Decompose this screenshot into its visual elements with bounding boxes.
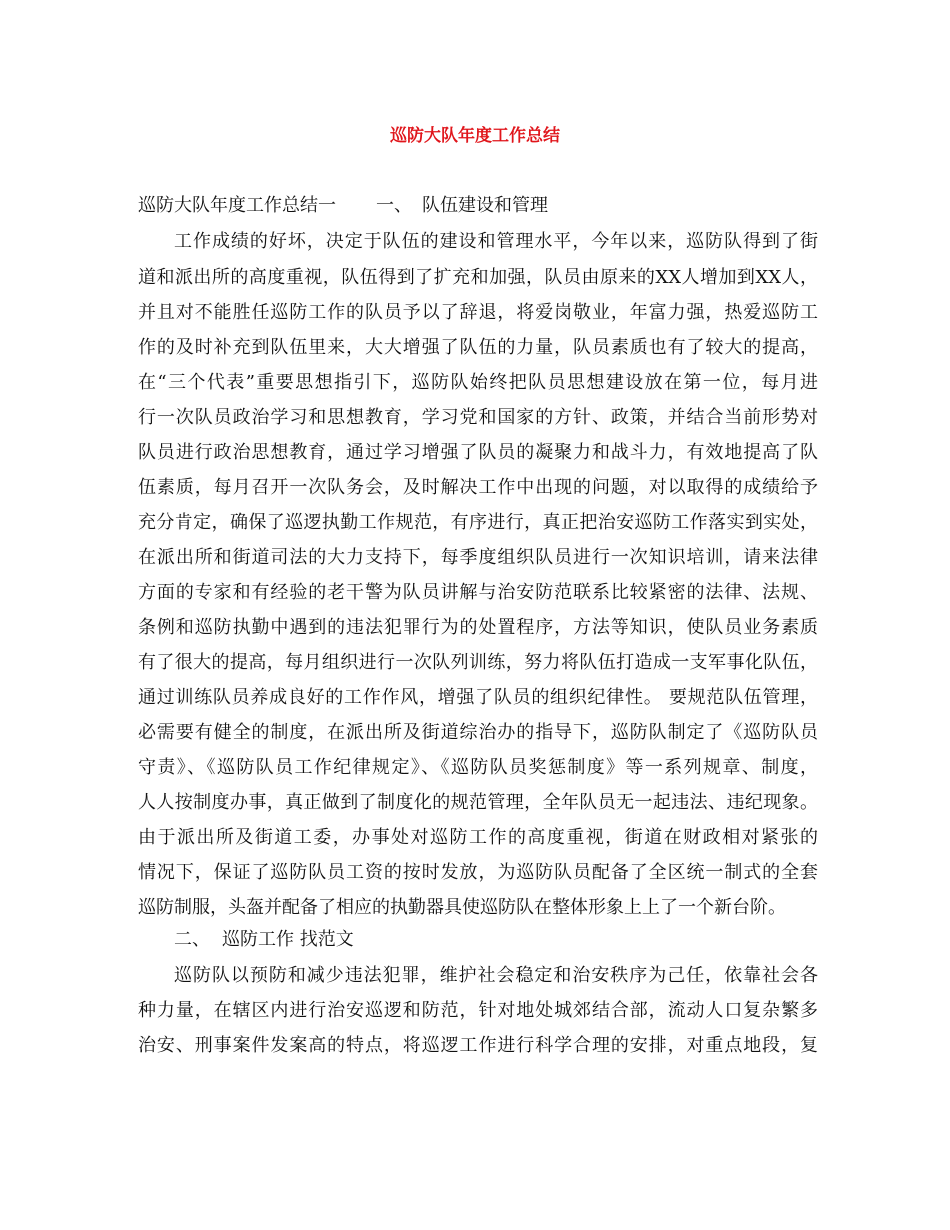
paragraph-line: 由于派出所及街道工委，办事处对巡防工作的高度重视，街道在财政相对紧张的 — [138, 827, 818, 848]
section-number-1: 一、 — [376, 195, 412, 216]
paragraph-line: 有了很大的提高，每月组织进行一次队列训练，努力将队伍打造成一支军事化队伍， — [138, 652, 818, 673]
paragraph-line: 充分肯定，确保了巡逻执勤工作规范，有序进行，真正把治安巡防工作落实到实处， — [138, 512, 818, 533]
paragraph-line: 行一次队员政治学习和思想教育，学习党和国家的方针、政策，并结合当前形势对 — [138, 407, 818, 428]
paragraph-line: 道和派出所的高度重视，队伍得到了扩充和加强，队员由原来的XX人增加到XX人， — [138, 267, 818, 288]
document-title: 巡防大队年度工作总结 — [390, 126, 560, 146]
paragraph-line: 在“三个代表”重要思想指引下，巡防队始终把队员思想建设放在第一位，每月进 — [138, 372, 818, 393]
paragraph-line: 队员进行政治思想教育，通过学习增强了队员的凝聚力和战斗力，有效地提高了队 — [138, 442, 818, 463]
paragraph-line: 人人按制度办事，真正做到了制度化的规范管理，全年队员无一起违法、违纪现象。 — [138, 792, 818, 813]
paragraph-line: 通过训练队员养成良好的工作作风，增强了队员的组织纪律性。 要规范队伍管理， — [138, 687, 818, 708]
paragraph-line: 并且对不能胜任巡防工作的队员予以了辞退，将爱岗敬业，年富力强，热爱巡防工 — [138, 302, 818, 323]
paragraph-line: 方面的专家和有经验的老干警为队员讲解与治安防范联系比较紧密的法律、法规、 — [138, 582, 818, 603]
paragraph-line: 条例和巡防执勤中遇到的违法犯罪行为的处置程序，方法等知识，使队员业务素质 — [138, 617, 818, 638]
paragraph-line: 工作成绩的好坏，决定于队伍的建设和管理水平，今年以来，巡防队得到了街 — [174, 231, 818, 252]
paragraph-line: 巡防队以预防和减少违法犯罪，维护社会稳定和治安秩序为己任，依靠社会各 — [174, 965, 818, 986]
paragraph-line: 巡防制服，头盔并配备了相应的执勤器具使巡防队在整体形象上上了一个新台阶。 — [138, 897, 786, 918]
section-heading-1 — [138, 194, 818, 218]
paragraph-line: 种力量，在辖区内进行治安巡逻和防范，针对地处城郊结合部，流动人口复杂繁多 — [138, 1000, 818, 1021]
document-label: 巡防大队年度工作总结一 — [138, 195, 336, 216]
paragraph-line: 守责》、《巡防队员工作纪律规定》、《巡防队员奖惩制度》等一系列规章、制度， — [138, 757, 818, 778]
section-title-1: 队伍建设和管理 — [422, 195, 548, 216]
paragraph-line: 情况下，保证了巡防队员工资的按时发放，为巡防队员配备了全区统一制式的全套 — [138, 862, 818, 883]
section-heading-2 — [174, 928, 354, 952]
section-number-2: 二、 — [174, 929, 210, 950]
paragraph-line: 在派出所和街道司法的大力支持下，每季度组织队员进行一次知识培训，请来法律 — [138, 547, 818, 568]
paragraph-line: 治安、刑事案件发案高的特点，将巡逻工作进行科学合理的安排，对重点地段，复 — [138, 1035, 818, 1056]
paragraph-line: 伍素质，每月召开一次队务会，及时解决工作中出现的问题，对以取得的成绩给予 — [138, 477, 818, 498]
section-title-2: 巡防工作 找范文 — [222, 929, 354, 950]
paragraph-line: 作的及时补充到队伍里来，大大增强了队伍的力量，队员素质也有了较大的提高， — [138, 337, 818, 358]
paragraph-line: 必需要有健全的制度，在派出所及街道综治办的指导下，巡防队制定了《巡防队员 — [138, 722, 818, 743]
